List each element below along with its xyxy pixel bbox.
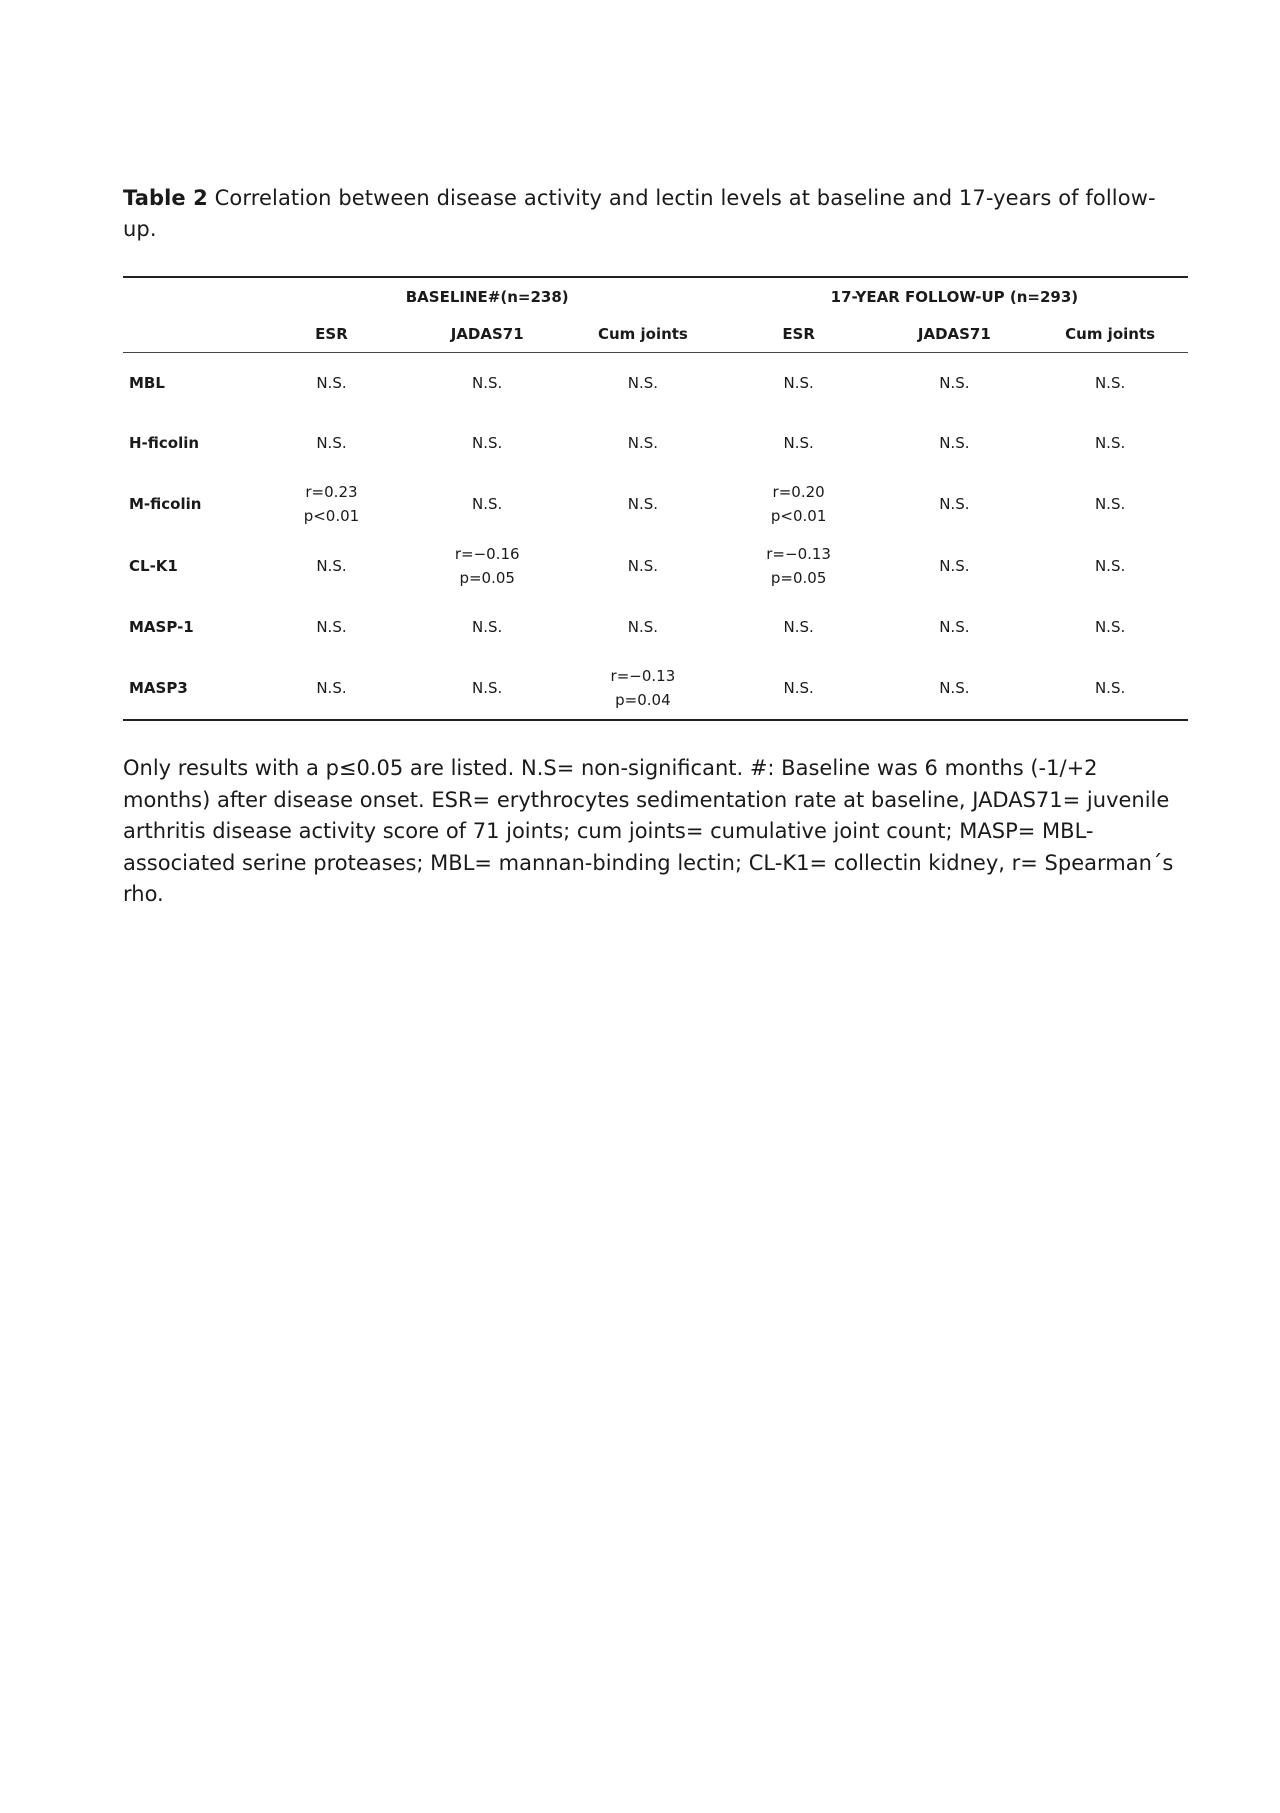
table-cell [721, 413, 877, 473]
group-header-baseline: BASELINE#(n=238) [405, 288, 569, 306]
group-header-row [123, 278, 1188, 316]
table-row [123, 597, 1188, 657]
cell-value: N.S. [1094, 495, 1126, 513]
cell-value: N.S. [939, 495, 970, 513]
table-cell [721, 597, 877, 657]
cell-value: N.S. [1094, 374, 1126, 392]
cell-value: N.S. [1094, 618, 1126, 636]
table-cell [876, 597, 1032, 657]
cell-value: r=0.20 [772, 483, 825, 501]
row-label: MASP-1 [129, 618, 194, 636]
cell-value: N.S. [472, 374, 503, 392]
cell-value: p<0.01 [770, 507, 827, 525]
row-label: MASP3 [123, 657, 254, 720]
column-header: JADAS71 [876, 316, 1032, 353]
cell-value: N.S. [472, 434, 503, 452]
table-cell [565, 535, 721, 597]
table-cell [254, 473, 410, 535]
table-cell [409, 413, 565, 473]
table-cell [409, 473, 565, 535]
table-cell [721, 473, 877, 535]
cell-value: N.S. [1094, 434, 1126, 452]
table-cell [721, 353, 877, 414]
cell-value: p=0.05 [459, 569, 515, 587]
table-cell [565, 473, 721, 535]
cell-value: N.S. [783, 374, 814, 392]
table-row [123, 657, 1188, 720]
table-row [123, 473, 1188, 535]
table-cell [876, 535, 1032, 597]
table-cell [409, 535, 565, 597]
table-row [123, 535, 1188, 597]
cell-value: N.S. [939, 618, 970, 636]
row-label: H-ficolin [129, 434, 200, 452]
table-cell [565, 413, 721, 473]
table-cell [876, 353, 1032, 414]
table-cell [254, 413, 410, 473]
row-label: CL-K1 [129, 557, 178, 575]
cell-value: N.S. [316, 679, 347, 697]
row-label: MBL [129, 374, 165, 392]
cell-value: N.S. [472, 618, 503, 636]
table-cell [721, 657, 877, 720]
table-row [123, 413, 1188, 473]
column-header: Cum joints [565, 316, 721, 353]
cell-value: r=−0.16 [454, 545, 520, 563]
table-cell [254, 353, 410, 414]
table-cell [565, 353, 721, 414]
cell-value: N.S. [316, 374, 347, 392]
cell-value: N.S. [1094, 679, 1126, 697]
table-cell [876, 473, 1032, 535]
cell-value: N.S. [316, 557, 347, 575]
cell-value: N.S. [627, 618, 659, 636]
table-cell [876, 657, 1032, 720]
table-cell [1032, 657, 1188, 720]
table-cell [254, 597, 410, 657]
document-page [123, 183, 1188, 906]
column-header: Cum joints [1032, 316, 1188, 353]
table-body [123, 353, 1188, 721]
table-cell [721, 535, 877, 597]
cell-value: N.S. [316, 434, 347, 452]
cell-value: r=0.23 [305, 483, 358, 501]
cell-value: N.S. [783, 434, 814, 452]
table-cell [409, 597, 565, 657]
cell-value: N.S. [939, 434, 970, 452]
row-label: M-ficolin [129, 495, 202, 513]
cell-value: N.S. [316, 618, 347, 636]
table-caption [123, 183, 1188, 245]
table-footnote: Only results with a p≤0.05 are listed. N.S= non-significant. #: Baseline was 6 months (-1/+2 months) after disease onset. ESR= erythrocytes sedimentation rate at baseline, JADAS71= juvenile arthritis disease activity score of 71 joints; cum joints= cumulative joint count; MASP= MBL-associated serine proteases; MBL= mannan-binding lectin; CL-K1= collectin kidney, r= Spearman´s rho. [123, 756, 1174, 906]
cell-value: N.S. [783, 618, 814, 636]
table-cell [876, 413, 1032, 473]
table-cell [1032, 597, 1188, 657]
cell-value: N.S. [472, 495, 503, 513]
cell-value: N.S. [939, 374, 970, 392]
table-cell [1032, 473, 1188, 535]
cell-value: N.S. [1094, 557, 1126, 575]
cell-value: N.S. [627, 434, 659, 452]
cell-value: r=−0.13 [610, 667, 676, 685]
column-header: ESR [254, 316, 410, 353]
table-cell [1032, 413, 1188, 473]
cell-value: N.S. [627, 374, 659, 392]
cell-value: p<0.01 [303, 507, 360, 525]
column-header: ESR [721, 316, 877, 353]
table-cell [565, 597, 721, 657]
cell-value: N.S. [939, 679, 970, 697]
table-cell [565, 657, 721, 720]
cell-value: N.S. [627, 557, 659, 575]
column-header-row [123, 316, 1188, 353]
column-header: JADAS71 [409, 316, 565, 353]
table-cell [409, 657, 565, 720]
table-cell [1032, 535, 1188, 597]
group-header-followup: 17-YEAR FOLLOW-UP (n=293) [830, 288, 1079, 306]
cell-value: p=0.05 [770, 569, 827, 587]
table-title: Correlation between disease activity and lectin levels at baseline and 17-years of follow-up. [123, 186, 1156, 241]
table-cell [254, 535, 410, 597]
cell-value: N.S. [783, 679, 814, 697]
table-number: Table 2 [123, 186, 208, 210]
cell-value: N.S. [472, 679, 503, 697]
cell-value: N.S. [627, 495, 659, 513]
table-cell [254, 657, 410, 720]
table-cell [409, 353, 565, 414]
cell-value: p=0.04 [615, 691, 671, 709]
cell-value: r=−0.13 [766, 545, 831, 563]
table-row [123, 353, 1188, 414]
cell-value: N.S. [939, 557, 970, 575]
correlation-table [123, 276, 1188, 721]
table-cell [1032, 353, 1188, 414]
